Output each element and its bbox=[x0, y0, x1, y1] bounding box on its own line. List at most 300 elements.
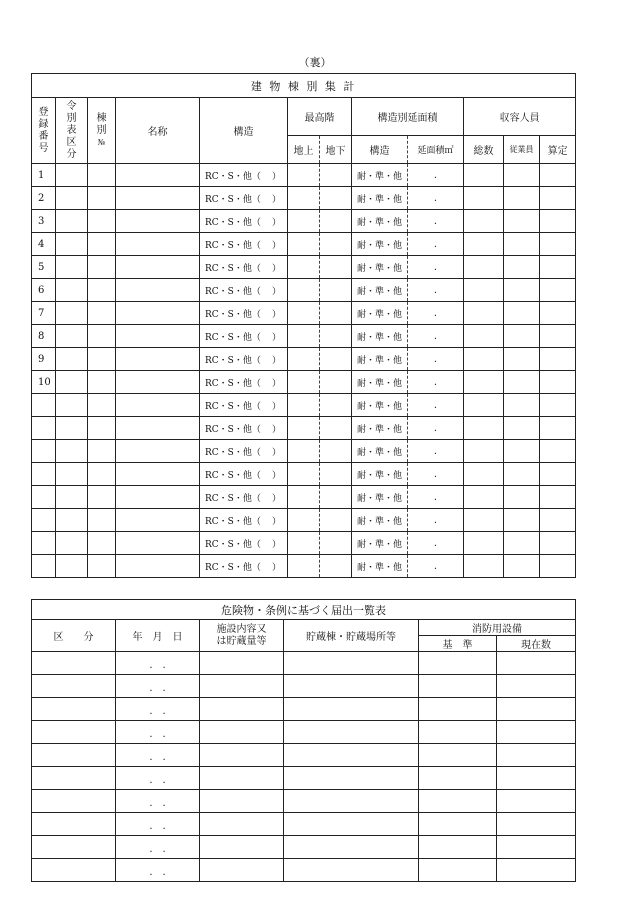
facility-cell[interactable] bbox=[200, 721, 284, 744]
reg-no-cell[interactable]: 8 bbox=[32, 325, 56, 348]
above-ground-cell[interactable] bbox=[288, 302, 320, 325]
floor-area-cell[interactable]: . bbox=[408, 555, 464, 578]
facility-cell[interactable] bbox=[200, 767, 284, 790]
above-ground-cell[interactable] bbox=[288, 210, 320, 233]
below-ground-cell[interactable] bbox=[320, 325, 352, 348]
total-cell[interactable] bbox=[464, 394, 504, 417]
facility-cell[interactable] bbox=[200, 836, 284, 859]
date-cell[interactable]: . . bbox=[116, 675, 200, 698]
order-class-cell[interactable] bbox=[56, 417, 88, 440]
above-ground-cell[interactable] bbox=[288, 463, 320, 486]
facility-cell[interactable] bbox=[200, 744, 284, 767]
reg-no-cell[interactable] bbox=[32, 486, 56, 509]
reg-no-cell[interactable] bbox=[32, 509, 56, 532]
calc-cell[interactable] bbox=[540, 486, 576, 509]
above-ground-cell[interactable] bbox=[288, 440, 320, 463]
structure-close: ） bbox=[271, 516, 281, 527]
bldg-no-cell[interactable] bbox=[88, 164, 116, 187]
order-class-cell[interactable] bbox=[56, 302, 88, 325]
standard-cell[interactable] bbox=[419, 813, 497, 836]
total-cell[interactable] bbox=[464, 233, 504, 256]
floor-area-cell[interactable]: . bbox=[408, 279, 464, 302]
employees-cell[interactable] bbox=[504, 417, 540, 440]
floor-area-cell[interactable]: . bbox=[408, 348, 464, 371]
reg-no-cell[interactable]: 10 bbox=[32, 371, 56, 394]
below-ground-cell[interactable] bbox=[320, 279, 352, 302]
hazard-notification-table bbox=[31, 599, 576, 882]
structure-options: RC・S・他（ bbox=[205, 539, 261, 550]
category-cell[interactable] bbox=[32, 836, 116, 859]
reg-no-cell[interactable] bbox=[32, 555, 56, 578]
below-ground-cell[interactable] bbox=[320, 509, 352, 532]
category-cell[interactable] bbox=[32, 652, 116, 675]
struct-type-cell[interactable]: 耐・準・他 bbox=[352, 532, 408, 555]
name-cell[interactable] bbox=[116, 348, 200, 371]
floor-area-cell[interactable]: . bbox=[408, 394, 464, 417]
above-ground-cell[interactable] bbox=[288, 486, 320, 509]
storage-cell[interactable] bbox=[284, 721, 419, 744]
reg-no-cell[interactable]: 4 bbox=[32, 233, 56, 256]
bldg-no-cell[interactable] bbox=[88, 302, 116, 325]
structure-close: ） bbox=[271, 562, 281, 573]
date-cell[interactable]: . . bbox=[116, 744, 200, 767]
storage-cell[interactable] bbox=[284, 698, 419, 721]
bldg-no-cell[interactable] bbox=[88, 509, 116, 532]
current-cell[interactable] bbox=[497, 721, 576, 744]
calc-cell[interactable] bbox=[540, 555, 576, 578]
standard-cell[interactable] bbox=[419, 767, 497, 790]
name-cell[interactable] bbox=[116, 532, 200, 555]
current-cell[interactable] bbox=[497, 652, 576, 675]
name-cell[interactable] bbox=[116, 279, 200, 302]
struct-type-cell[interactable]: 耐・準・他 bbox=[352, 279, 408, 302]
date-cell[interactable]: . . bbox=[116, 859, 200, 882]
floor-area-cell[interactable]: . bbox=[408, 486, 464, 509]
category-cell[interactable] bbox=[32, 744, 116, 767]
reg-no-cell[interactable]: 9 bbox=[32, 348, 56, 371]
struct-type-cell[interactable]: 耐・準・他 bbox=[352, 348, 408, 371]
bldg-no-cell[interactable] bbox=[88, 325, 116, 348]
structure-close: ） bbox=[271, 539, 281, 550]
below-ground-cell[interactable] bbox=[320, 164, 352, 187]
current-cell[interactable] bbox=[497, 836, 576, 859]
current-cell[interactable] bbox=[497, 859, 576, 882]
calc-cell[interactable] bbox=[540, 187, 576, 210]
standard-cell[interactable] bbox=[419, 698, 497, 721]
bldg-no-cell[interactable] bbox=[88, 279, 116, 302]
employees-cell[interactable] bbox=[504, 233, 540, 256]
total-cell[interactable] bbox=[464, 210, 504, 233]
date-cell[interactable]: . . bbox=[116, 721, 200, 744]
category-cell[interactable] bbox=[32, 813, 116, 836]
current-cell[interactable] bbox=[497, 790, 576, 813]
struct-type-cell[interactable]: 耐・準・他 bbox=[352, 233, 408, 256]
date-cell[interactable]: . . bbox=[116, 767, 200, 790]
table-row bbox=[32, 371, 576, 394]
bldg-no-cell[interactable] bbox=[88, 555, 116, 578]
struct-type-cell[interactable]: 耐・準・他 bbox=[352, 371, 408, 394]
below-ground-cell[interactable] bbox=[320, 532, 352, 555]
employees-cell[interactable] bbox=[504, 256, 540, 279]
struct-type-cell[interactable]: 耐・準・他 bbox=[352, 210, 408, 233]
order-class-cell[interactable] bbox=[56, 532, 88, 555]
order-class-cell[interactable] bbox=[56, 371, 88, 394]
name-cell[interactable] bbox=[116, 486, 200, 509]
name-cell[interactable] bbox=[116, 187, 200, 210]
total-cell[interactable] bbox=[464, 164, 504, 187]
structure-cell[interactable] bbox=[200, 417, 288, 440]
structure-cell[interactable] bbox=[200, 348, 288, 371]
below-ground-cell[interactable] bbox=[320, 486, 352, 509]
struct-type-cell[interactable]: 耐・準・他 bbox=[352, 394, 408, 417]
floor-area-cell[interactable]: . bbox=[408, 187, 464, 210]
below-ground-cell[interactable] bbox=[320, 233, 352, 256]
structure-cell[interactable] bbox=[200, 486, 288, 509]
category-cell[interactable] bbox=[32, 859, 116, 882]
reg-no-cell[interactable]: 2 bbox=[32, 187, 56, 210]
bldg-no-cell[interactable] bbox=[88, 463, 116, 486]
standard-cell[interactable] bbox=[419, 721, 497, 744]
standard-cell[interactable] bbox=[419, 744, 497, 767]
order-class-cell[interactable] bbox=[56, 440, 88, 463]
structure-cell[interactable] bbox=[200, 210, 288, 233]
structure-cell[interactable] bbox=[200, 463, 288, 486]
total-cell[interactable] bbox=[464, 256, 504, 279]
reg-no-cell[interactable]: 6 bbox=[32, 279, 56, 302]
table-row bbox=[32, 836, 576, 859]
structure-close: ） bbox=[271, 493, 281, 504]
calc-cell[interactable] bbox=[540, 210, 576, 233]
employees-cell[interactable] bbox=[504, 463, 540, 486]
reg-no-header: 登 録 番 号 bbox=[32, 98, 56, 164]
order-class-cell[interactable] bbox=[56, 210, 88, 233]
fire-equipment-header: 消防用設備 bbox=[419, 620, 576, 636]
above-ground-cell[interactable] bbox=[288, 256, 320, 279]
facility-cell[interactable] bbox=[200, 675, 284, 698]
employees-cell[interactable] bbox=[504, 210, 540, 233]
date-cell[interactable]: . . bbox=[116, 836, 200, 859]
above-ground-cell[interactable] bbox=[288, 394, 320, 417]
employees-cell[interactable] bbox=[504, 325, 540, 348]
calc-cell[interactable] bbox=[540, 509, 576, 532]
total-cell[interactable] bbox=[464, 302, 504, 325]
table-row bbox=[32, 813, 576, 836]
above-ground-cell[interactable] bbox=[288, 164, 320, 187]
standard-cell[interactable] bbox=[419, 859, 497, 882]
floor-area-cell[interactable]: . bbox=[408, 417, 464, 440]
order-class-cell[interactable] bbox=[56, 555, 88, 578]
reg-no-cell[interactable] bbox=[32, 440, 56, 463]
struct-type-cell[interactable]: 耐・準・他 bbox=[352, 325, 408, 348]
below-ground-cell[interactable] bbox=[320, 417, 352, 440]
structure-cell[interactable] bbox=[200, 555, 288, 578]
category-cell[interactable] bbox=[32, 767, 116, 790]
reg-no-cell[interactable]: 5 bbox=[32, 256, 56, 279]
above-ground-cell[interactable] bbox=[288, 187, 320, 210]
name-cell[interactable] bbox=[116, 164, 200, 187]
structure-cell[interactable] bbox=[200, 371, 288, 394]
above-ground-cell[interactable] bbox=[288, 348, 320, 371]
bldg-no-cell[interactable] bbox=[88, 417, 116, 440]
floor-area-cell[interactable]: . bbox=[408, 302, 464, 325]
reg-no-cell[interactable] bbox=[32, 417, 56, 440]
current-cell[interactable] bbox=[497, 744, 576, 767]
total-cell[interactable] bbox=[464, 417, 504, 440]
hazard-table-title: 危険物・条例に基づく届出一覧表 bbox=[32, 600, 576, 620]
table-row bbox=[32, 279, 576, 302]
reg-no-cell[interactable] bbox=[32, 463, 56, 486]
storage-cell[interactable] bbox=[284, 859, 419, 882]
struct-type-cell[interactable]: 耐・準・他 bbox=[352, 256, 408, 279]
standard-cell[interactable] bbox=[419, 675, 497, 698]
floor-area-cell[interactable]: . bbox=[408, 325, 464, 348]
calc-cell[interactable] bbox=[540, 279, 576, 302]
below-ground-cell[interactable] bbox=[320, 440, 352, 463]
above-ground-cell[interactable] bbox=[288, 325, 320, 348]
name-cell[interactable] bbox=[116, 233, 200, 256]
order-class-cell[interactable] bbox=[56, 256, 88, 279]
structure-cell[interactable] bbox=[200, 532, 288, 555]
reg-no-cell[interactable]: 3 bbox=[32, 210, 56, 233]
structure-cell[interactable] bbox=[200, 187, 288, 210]
employees-cell[interactable] bbox=[504, 486, 540, 509]
bldg-no-cell[interactable] bbox=[88, 210, 116, 233]
floor-area-cell[interactable]: . bbox=[408, 256, 464, 279]
employees-cell[interactable] bbox=[504, 348, 540, 371]
reg-no-cell[interactable]: 1 bbox=[32, 164, 56, 187]
total-cell[interactable] bbox=[464, 187, 504, 210]
current-cell[interactable] bbox=[497, 698, 576, 721]
above-ground-cell[interactable] bbox=[288, 555, 320, 578]
bldg-no-cell[interactable] bbox=[88, 371, 116, 394]
facility-cell[interactable] bbox=[200, 698, 284, 721]
storage-cell[interactable] bbox=[284, 813, 419, 836]
above-ground-cell[interactable] bbox=[288, 532, 320, 555]
name-cell[interactable] bbox=[116, 417, 200, 440]
current-cell[interactable] bbox=[497, 767, 576, 790]
calc-cell[interactable] bbox=[540, 394, 576, 417]
structure-cell[interactable] bbox=[200, 394, 288, 417]
below-ground-cell[interactable] bbox=[320, 394, 352, 417]
name-cell[interactable] bbox=[116, 394, 200, 417]
struct-type-cell[interactable]: 耐・準・他 bbox=[352, 555, 408, 578]
bldg-no-cell[interactable] bbox=[88, 532, 116, 555]
employees-cell[interactable] bbox=[504, 394, 540, 417]
date-cell[interactable]: . . bbox=[116, 790, 200, 813]
total-cell[interactable] bbox=[464, 279, 504, 302]
order-class-cell[interactable] bbox=[56, 279, 88, 302]
order-class-cell[interactable] bbox=[56, 486, 88, 509]
calc-cell[interactable] bbox=[540, 417, 576, 440]
floor-area-cell[interactable]: . bbox=[408, 532, 464, 555]
category-cell[interactable] bbox=[32, 790, 116, 813]
name-cell[interactable] bbox=[116, 463, 200, 486]
structure-options: RC・S・他（ bbox=[205, 355, 261, 366]
structure-cell[interactable] bbox=[200, 279, 288, 302]
order-class-cell[interactable] bbox=[56, 325, 88, 348]
order-class-cell[interactable] bbox=[56, 348, 88, 371]
structure-cell[interactable] bbox=[200, 256, 288, 279]
name-cell[interactable] bbox=[116, 440, 200, 463]
structure-cell[interactable] bbox=[200, 440, 288, 463]
table-row bbox=[32, 721, 576, 744]
standard-cell[interactable] bbox=[419, 790, 497, 813]
structure-options: RC・S・他（ bbox=[205, 378, 261, 389]
total-cell[interactable] bbox=[464, 325, 504, 348]
order-class-cell[interactable] bbox=[56, 394, 88, 417]
structure-options: RC・S・他（ bbox=[205, 171, 261, 182]
name-cell[interactable] bbox=[116, 325, 200, 348]
name-cell[interactable] bbox=[116, 509, 200, 532]
below-ground-cell[interactable] bbox=[320, 463, 352, 486]
storage-cell[interactable] bbox=[284, 767, 419, 790]
above-ground-cell[interactable] bbox=[288, 509, 320, 532]
bldg-no-cell[interactable] bbox=[88, 187, 116, 210]
date-cell[interactable]: . . bbox=[116, 698, 200, 721]
calc-cell[interactable] bbox=[540, 256, 576, 279]
struct-type-cell[interactable]: 耐・準・他 bbox=[352, 486, 408, 509]
total-cell[interactable] bbox=[464, 440, 504, 463]
total-cell[interactable] bbox=[464, 509, 504, 532]
reg-no-cell[interactable] bbox=[32, 532, 56, 555]
storage-cell[interactable] bbox=[284, 836, 419, 859]
floor-area-cell[interactable]: . bbox=[408, 210, 464, 233]
struct-type-cell[interactable]: 耐・準・他 bbox=[352, 417, 408, 440]
floor-area-cell[interactable]: . bbox=[408, 371, 464, 394]
floor-area-cell[interactable]: . bbox=[408, 463, 464, 486]
floor-area-cell[interactable]: . bbox=[408, 440, 464, 463]
bldg-no-cell[interactable] bbox=[88, 394, 116, 417]
below-ground-cell[interactable] bbox=[320, 555, 352, 578]
calc-cell[interactable] bbox=[540, 164, 576, 187]
facility-cell[interactable] bbox=[200, 859, 284, 882]
below-ground-cell[interactable] bbox=[320, 256, 352, 279]
current-header: 現在数 bbox=[497, 636, 576, 652]
calc-cell[interactable] bbox=[540, 371, 576, 394]
above-ground-cell[interactable] bbox=[288, 279, 320, 302]
structure-cell[interactable] bbox=[200, 233, 288, 256]
storage-cell[interactable] bbox=[284, 790, 419, 813]
calc-cell[interactable] bbox=[540, 532, 576, 555]
struct-type-cell[interactable]: 耐・準・他 bbox=[352, 463, 408, 486]
order-class-cell[interactable] bbox=[56, 187, 88, 210]
name-cell[interactable] bbox=[116, 302, 200, 325]
structure-cell[interactable] bbox=[200, 509, 288, 532]
category-cell[interactable] bbox=[32, 675, 116, 698]
total-cell[interactable] bbox=[464, 348, 504, 371]
below-ground-cell[interactable] bbox=[320, 302, 352, 325]
below-ground-cell[interactable] bbox=[320, 348, 352, 371]
date-cell[interactable]: . . bbox=[116, 652, 200, 675]
order-class-cell[interactable] bbox=[56, 463, 88, 486]
bldg-no-cell[interactable] bbox=[88, 440, 116, 463]
employees-cell[interactable] bbox=[504, 509, 540, 532]
bldg-no-cell[interactable] bbox=[88, 256, 116, 279]
name-cell[interactable] bbox=[116, 210, 200, 233]
facility-cell[interactable] bbox=[200, 813, 284, 836]
employees-cell[interactable] bbox=[504, 371, 540, 394]
total-cell[interactable] bbox=[464, 532, 504, 555]
bldg-no-cell[interactable] bbox=[88, 348, 116, 371]
floor-area-cell[interactable]: . bbox=[408, 509, 464, 532]
calc-cell[interactable] bbox=[540, 325, 576, 348]
total-cell[interactable] bbox=[464, 555, 504, 578]
employees-cell[interactable] bbox=[504, 279, 540, 302]
struct-type-cell[interactable]: 耐・準・他 bbox=[352, 509, 408, 532]
below-ground-cell[interactable] bbox=[320, 210, 352, 233]
reg-no-cell[interactable] bbox=[32, 394, 56, 417]
employees-cell[interactable] bbox=[504, 555, 540, 578]
order-class-cell[interactable] bbox=[56, 164, 88, 187]
struct-type-cell[interactable]: 耐・準・他 bbox=[352, 440, 408, 463]
category-cell[interactable] bbox=[32, 721, 116, 744]
total-cell[interactable] bbox=[464, 463, 504, 486]
name-cell[interactable] bbox=[116, 371, 200, 394]
structure-cell[interactable] bbox=[200, 302, 288, 325]
bldg-no-cell[interactable] bbox=[88, 486, 116, 509]
total-cell[interactable] bbox=[464, 486, 504, 509]
above-ground-cell[interactable] bbox=[288, 371, 320, 394]
facility-cell[interactable] bbox=[200, 652, 284, 675]
order-class-cell[interactable] bbox=[56, 233, 88, 256]
above-ground-cell[interactable] bbox=[288, 233, 320, 256]
standard-cell[interactable] bbox=[419, 652, 497, 675]
struct-type-cell[interactable]: 耐・準・他 bbox=[352, 187, 408, 210]
name-cell[interactable] bbox=[116, 256, 200, 279]
floor-area-header: 延面積㎡ bbox=[408, 136, 464, 164]
total-cell[interactable] bbox=[464, 371, 504, 394]
bldg-no-cell[interactable] bbox=[88, 233, 116, 256]
storage-cell[interactable] bbox=[284, 652, 419, 675]
employees-cell[interactable] bbox=[504, 302, 540, 325]
table-row bbox=[32, 859, 576, 882]
storage-cell[interactable] bbox=[284, 744, 419, 767]
calc-cell[interactable] bbox=[540, 302, 576, 325]
struct-type-cell[interactable]: 耐・準・他 bbox=[352, 164, 408, 187]
structure-cell[interactable] bbox=[200, 325, 288, 348]
name-cell[interactable] bbox=[116, 555, 200, 578]
calc-cell[interactable] bbox=[540, 233, 576, 256]
category-cell[interactable] bbox=[32, 698, 116, 721]
employees-cell[interactable] bbox=[504, 440, 540, 463]
above-ground-cell[interactable] bbox=[288, 417, 320, 440]
standard-cell[interactable] bbox=[419, 836, 497, 859]
current-cell[interactable] bbox=[497, 813, 576, 836]
storage-cell[interactable] bbox=[284, 675, 419, 698]
calc-cell[interactable] bbox=[540, 440, 576, 463]
facility-cell[interactable] bbox=[200, 790, 284, 813]
employees-cell[interactable] bbox=[504, 532, 540, 555]
order-class-cell[interactable] bbox=[56, 509, 88, 532]
below-ground-header: 地下 bbox=[320, 136, 352, 164]
employees-cell[interactable] bbox=[504, 187, 540, 210]
employees-cell[interactable] bbox=[504, 164, 540, 187]
table-row bbox=[32, 302, 576, 325]
reg-no-cell[interactable]: 7 bbox=[32, 302, 56, 325]
calc-cell[interactable] bbox=[540, 463, 576, 486]
struct-type-cell[interactable]: 耐・準・他 bbox=[352, 302, 408, 325]
bldg-no-header: 棟 別 № bbox=[88, 98, 116, 164]
below-ground-cell[interactable] bbox=[320, 187, 352, 210]
structure-cell[interactable] bbox=[200, 164, 288, 187]
floor-area-cell[interactable]: . bbox=[408, 233, 464, 256]
date-cell[interactable]: . . bbox=[116, 813, 200, 836]
floor-area-cell[interactable]: . bbox=[408, 164, 464, 187]
below-ground-cell[interactable] bbox=[320, 371, 352, 394]
current-cell[interactable] bbox=[497, 675, 576, 698]
structure-close: ） bbox=[271, 447, 281, 458]
calc-cell[interactable] bbox=[540, 348, 576, 371]
